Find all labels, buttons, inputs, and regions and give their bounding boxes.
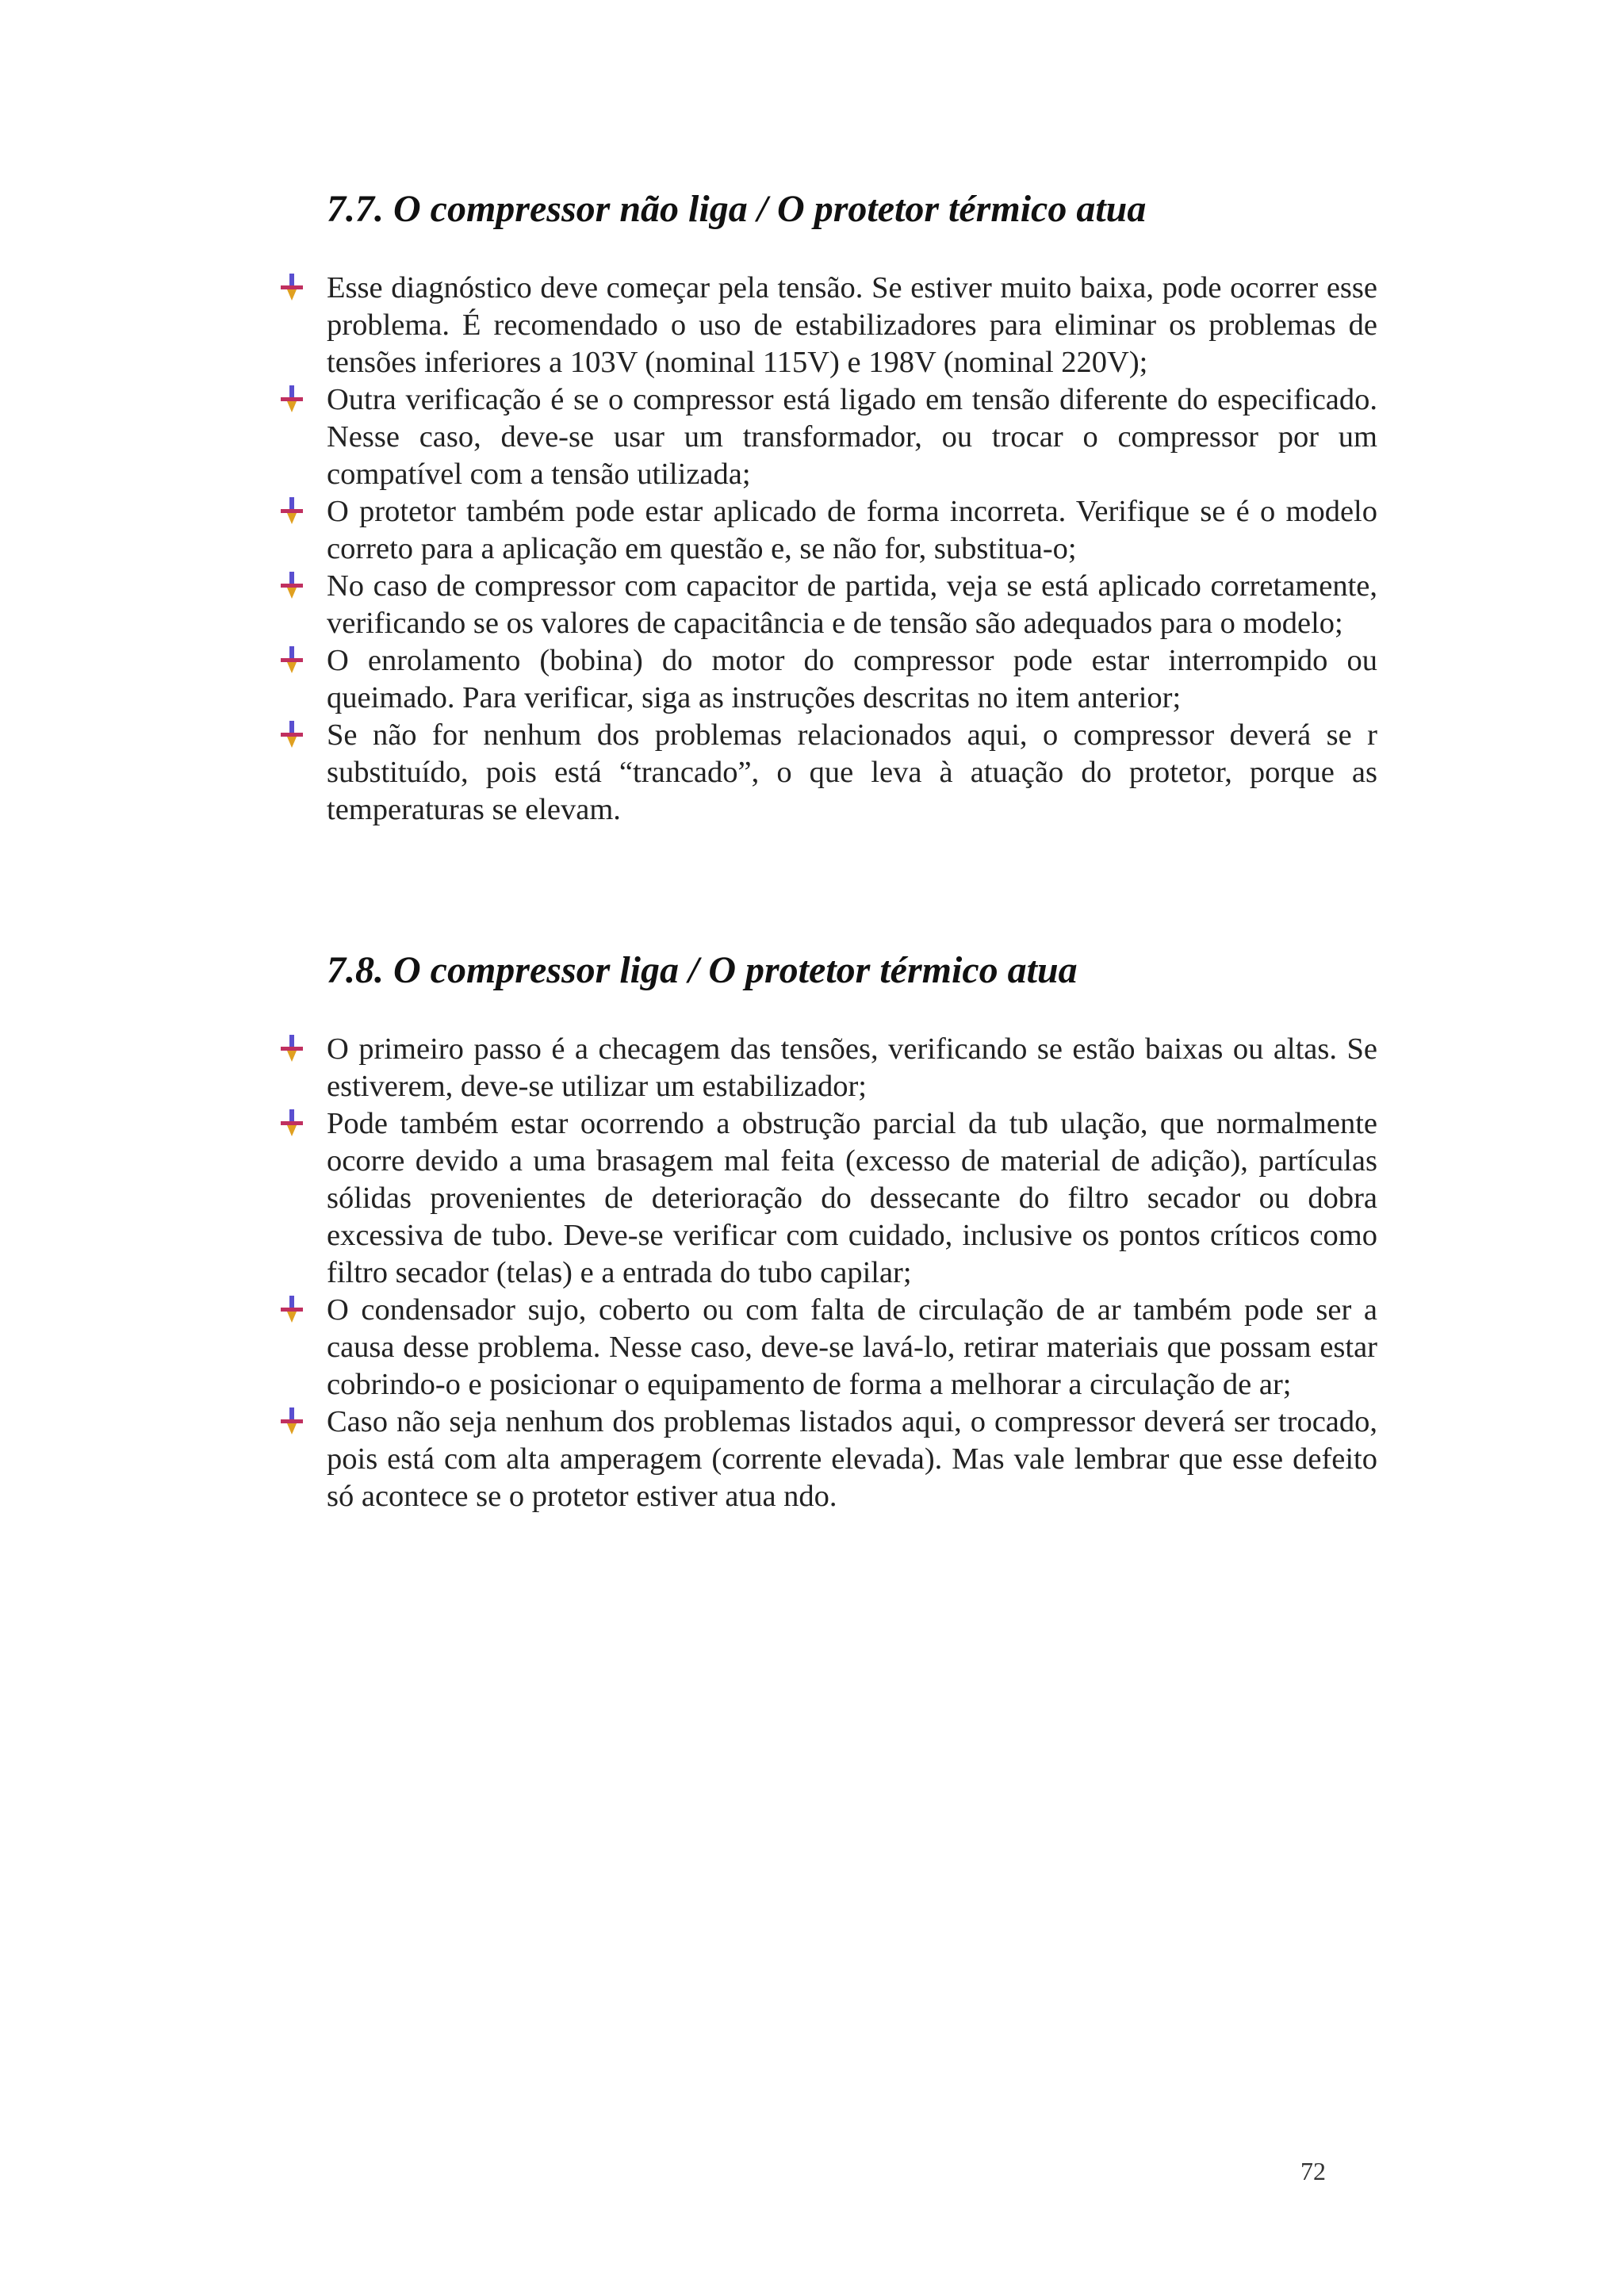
arrow-down-bullet-icon: [281, 1296, 303, 1323]
list-item-text: Esse diagnóstico deve começar pela tensão. Se estiver muito baixa, pode ocorrer esse problema. É recomendado o uso de estabilizadores para eliminar os problemas de tensões inferiores a 103V (nominal 115V) e 198V (nominal 220V);: [327, 271, 1377, 379]
arrow-down-bullet-icon: [281, 646, 303, 673]
list-item: [0, 1292, 1624, 1404]
list-item: [0, 568, 1624, 642]
section-heading-7-7: 7.7. O compressor não liga / O protetor térmico atua: [327, 188, 1147, 230]
bullet-list-section-7-7: [0, 270, 1624, 829]
list-item: [0, 1031, 1624, 1105]
arrow-down-bullet-icon: [281, 497, 303, 524]
arrow-down-bullet-icon: [281, 1407, 303, 1434]
list-item-text: Pode também estar ocorrendo a obstrução parcial da tub ulação, que normalmente ocorre devido a uma brasagem mal feita (excesso de material de adição), partículas sólidas provenientes de deterioração do dessecante do filtro secador ou dobra excessiva de tubo. Deve-se verificar com cuidado, inclusive os pontos críticos como filtro secador (telas) e a entrada do tubo capilar;: [327, 1107, 1377, 1289]
arrow-down-bullet-icon: [281, 1109, 303, 1136]
arrow-down-bullet-icon: [281, 721, 303, 748]
list-item: [0, 642, 1624, 717]
list-item-text: O primeiro passo é a checagem das tensões, verificando se estão baixas ou altas. Se estiverem, deve-se utilizar um estabilizador;: [327, 1032, 1377, 1103]
list-item: [0, 381, 1624, 493]
list-item-text: O enrolamento (bobina) do motor do compressor pode estar interrompido ou queimado. Para verificar, siga as instruções descritas no item anterior;: [327, 644, 1377, 714]
list-item: [0, 1404, 1624, 1515]
section-heading-7-8: 7.8. O compressor liga / O protetor térmico atua: [327, 949, 1078, 991]
list-item-text: Caso não seja nenhum dos problemas listados aqui, o compressor deverá ser trocado, pois está com alta amperagem (corrente elevada). Mas vale lembrar que esse defeito só acontece se o protetor estiver atua ndo.: [327, 1405, 1377, 1513]
list-item: [0, 717, 1624, 829]
list-item-text: O condensador sujo, coberto ou com falta de circulação de ar também pode ser a causa desse problema. Nesse caso, deve-se lavá-lo, retirar materiais que possam estar cobrindo-o e posicionar o equipamento de forma a melhorar a circulação de ar;: [327, 1293, 1377, 1401]
list-item-text: Outra verificação é se o compressor está ligado em tensão diferente do especificado. Nesse caso, deve-se usar um transformador, ou trocar o compressor por um compatível com a tensão utilizada;: [327, 383, 1377, 491]
list-item: [0, 270, 1624, 381]
page-number: 72: [1300, 2157, 1326, 2185]
arrow-down-bullet-icon: [281, 274, 303, 301]
list-item: [0, 493, 1624, 568]
list-item-text: No caso de compressor com capacitor de partida, veja se está aplicado corretamente, verificando se os valores de capacitância e de tensão são adequados para o modelo;: [327, 569, 1377, 640]
arrow-down-bullet-icon: [281, 572, 303, 599]
list-item: [0, 1105, 1624, 1292]
arrow-down-bullet-icon: [281, 1035, 303, 1062]
list-item-text: O protetor também pode estar aplicado de forma incorreta. Verifique se é o modelo correto para a aplicação em questão e, se não for, substitua-o;: [327, 495, 1377, 565]
arrow-down-bullet-icon: [281, 385, 303, 412]
bullet-list-section-7-8: [0, 1031, 1624, 1515]
list-item-text: Se não for nenhum dos problemas relacionados aqui, o compressor deverá se r substituído, pois está “trancado”, o que leva à atuação do protetor, porque as temperaturas se elevam.: [327, 718, 1377, 826]
